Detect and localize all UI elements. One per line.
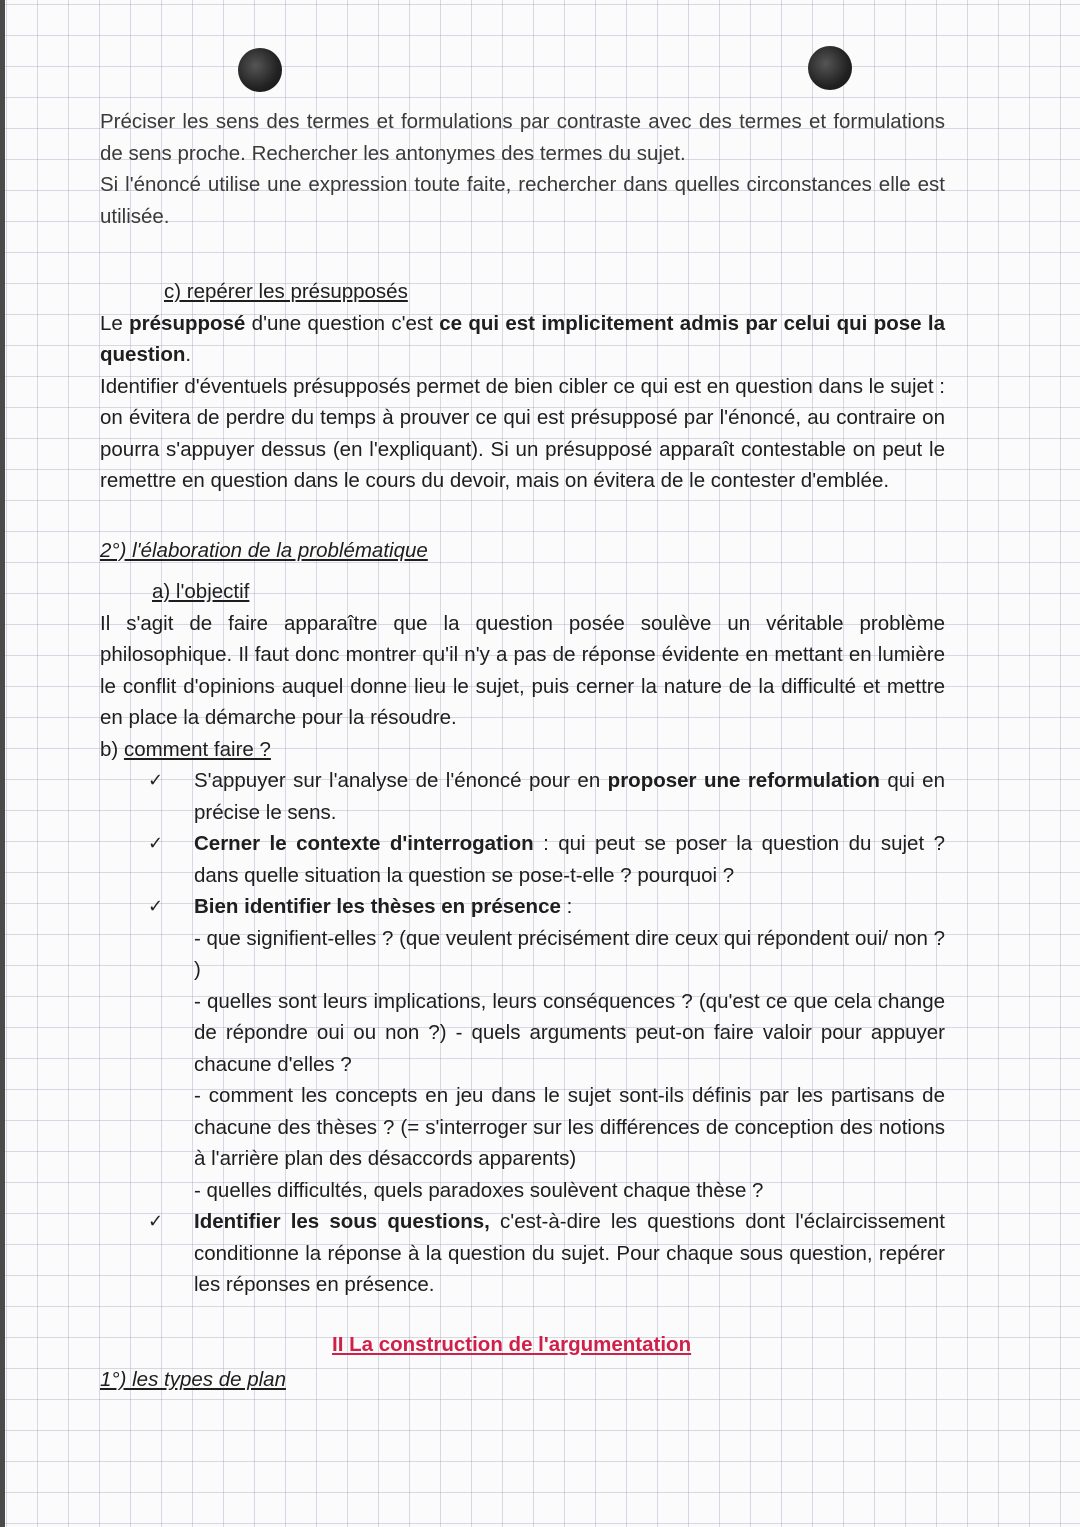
comment-prefix: b) bbox=[100, 737, 119, 761]
item-text-post: : qui peut se poser la question du sujet ? dans quelle situation la question se pose-t-elle ? pourquoi ? bbox=[194, 832, 946, 887]
sub-point: - comment les concepts en jeu dans le sujet sont-ils définis par les partisans de chacune des thèses ? (= s'interroger sur les différences de conception des notions à l'arrière plan des désaccords apparents) bbox=[194, 1084, 945, 1170]
check-icon: ✓ bbox=[148, 896, 164, 917]
check-icon: ✓ bbox=[148, 770, 164, 791]
method-checklist bbox=[100, 765, 945, 1301]
check-icon: ✓ bbox=[148, 833, 164, 854]
margin-line bbox=[0, 0, 5, 1527]
item-text-bold: Identifier les sous questions, bbox=[194, 1210, 490, 1233]
checklist-item bbox=[100, 828, 945, 891]
comment-heading: comment faire ? bbox=[123, 737, 271, 761]
item-text-post: c'est-à-dire les questions dont l'éclaircissement conditionne la réponse à la question du sujet. Pour chaque sous question, repérer les réponses en présence. bbox=[194, 1210, 945, 1296]
punch-hole-right bbox=[808, 46, 852, 90]
plan-types-heading: 1°) les types de plan bbox=[100, 1368, 286, 1391]
definition-start: Le bbox=[100, 311, 123, 335]
sub-point: - quelles difficultés, quels paradoxes soulèvent chaque thèse ? bbox=[194, 1178, 764, 1202]
intro-paragraph-2: Si l'énoncé utilise une expression toute faite, rechercher dans quelles circonstances elle est utilisée. bbox=[100, 173, 945, 228]
problematique-heading: 2°) l'élaboration de la problématique bbox=[100, 538, 428, 562]
item-text-bold: Cerner le contexte d'interrogation bbox=[194, 832, 534, 855]
definition-mid: d'une question c'est bbox=[251, 311, 433, 335]
item-text-post: qui en précise le sens. bbox=[194, 769, 945, 824]
definition-end: . bbox=[185, 343, 192, 366]
item-text-post: : bbox=[566, 895, 573, 918]
comment-heading-row bbox=[100, 734, 945, 766]
intro-paragraph-1: Préciser les sens des termes et formulations par contraste avec des termes et formulations de sens proche. Rechercher les antonymes des termes du sujet. bbox=[100, 110, 945, 165]
presupposes-heading: c) repérer les présupposés bbox=[164, 280, 408, 303]
checklist-item bbox=[100, 1206, 945, 1301]
item-text-bold: proposer une reformulation bbox=[607, 769, 880, 792]
item-text-bold: Bien identifier les thèses en présence bbox=[194, 895, 561, 918]
presupposes-heading-row bbox=[100, 276, 945, 308]
objectif-heading: a) l'objectif bbox=[152, 580, 250, 603]
objectif-body: Il s'agit de faire apparaître que la question posée soulève un véritable problème philosophique. Il faut donc montrer qu'il n'y a pas de réponse évidente en mettant en lumière le conflit d'opinions auquel donne lieu le sujet, puis cerner la nature de la difficulté et mettre en place la démarche pour la résoudre. bbox=[100, 611, 945, 729]
part-two-title: II La construction de l'argumentation bbox=[332, 1332, 692, 1356]
definition-bold: ce qui est implicitement admis par celui qui pose la question bbox=[100, 311, 945, 366]
document-page bbox=[100, 106, 945, 1396]
objectif-heading-row bbox=[100, 576, 945, 608]
check-icon: ✓ bbox=[148, 1211, 164, 1232]
item-text-pre: S'appuyer sur l'analyse de l'énoncé pour en bbox=[194, 769, 601, 792]
sub-point: - quelles sont leurs implications, leurs conséquences ? (qu'est ce que cela change de répondre oui ou non ?) - quels arguments peut-on faire valoir pour appuyer chacune d'elles ? bbox=[194, 989, 945, 1076]
punch-hole-left bbox=[238, 48, 282, 92]
presupposes-body: Identifier d'éventuels présupposés permet de bien cibler ce qui est en question dans le sujet : on évitera de perdre du temps à prouver ce qui est présupposé par l'énoncé, au contraire on pourra s'appuyer dessus (en l'expliquant). Si un présupposé apparaît contestable on peut le remettre en question dans le cours du devoir, mais on évitera de le contester d'emblée. bbox=[100, 374, 945, 492]
sub-point: - que signifient-elles ? (que veulent précisément dire ceux qui répondent oui/ non ? ) bbox=[194, 926, 945, 981]
checklist-item bbox=[100, 765, 945, 828]
checklist-item bbox=[100, 891, 945, 1206]
definition-term: présupposé bbox=[129, 311, 246, 335]
presupposes-definition bbox=[100, 308, 945, 371]
